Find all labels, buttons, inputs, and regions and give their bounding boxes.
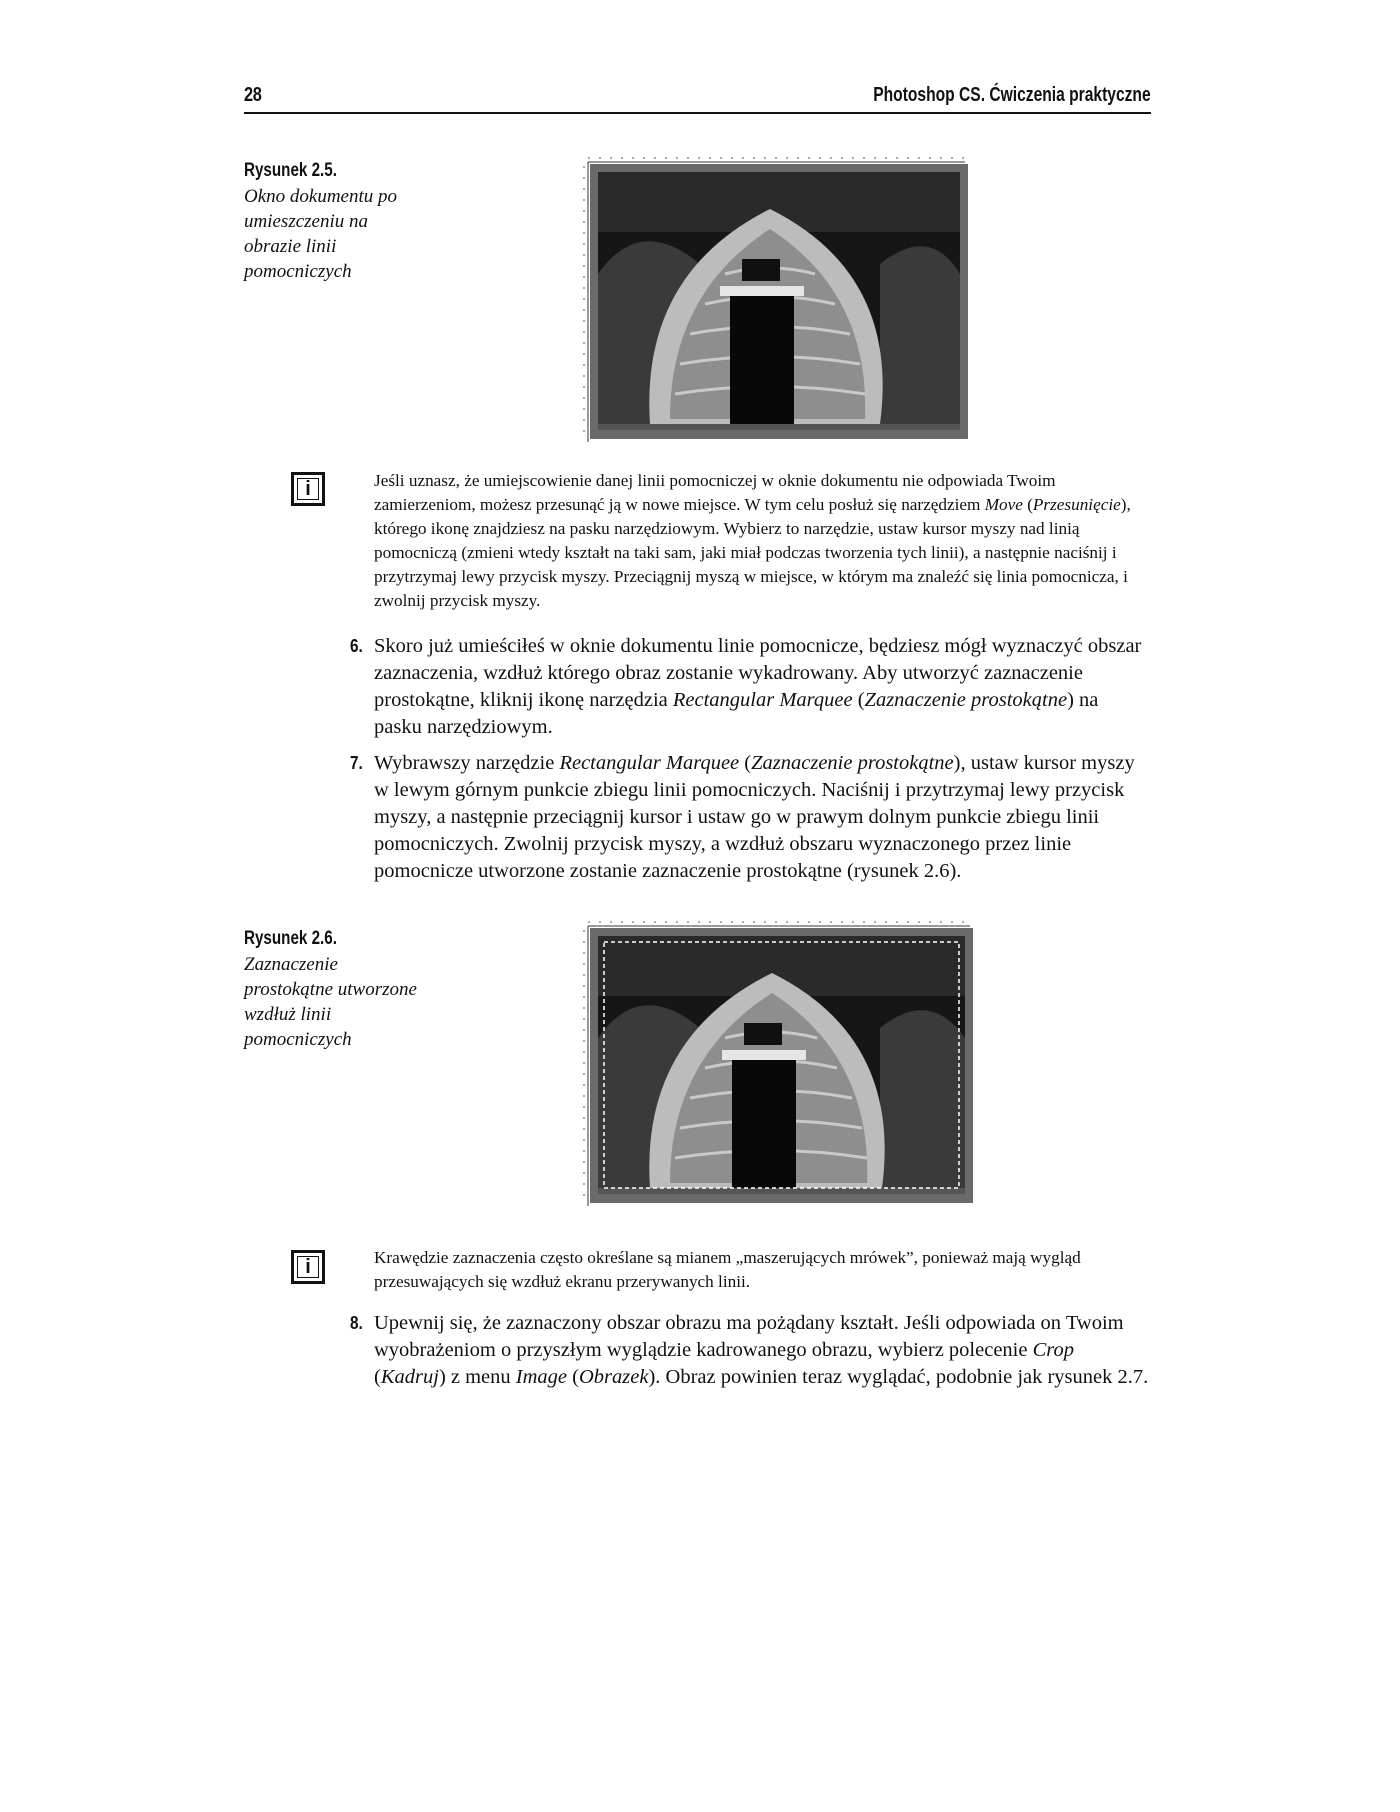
step-number: 7.	[350, 753, 363, 773]
running-header	[244, 84, 1151, 114]
book-title: Photoshop CS. Ćwiczenia praktyczne	[873, 84, 1151, 106]
figure-2-5-image	[580, 154, 970, 444]
stone-hut-photo-selection	[580, 918, 975, 1208]
figure-label: Rysunek 2.6.	[244, 928, 337, 949]
info-icon: i	[291, 1250, 325, 1284]
note-text: Krawędzie zaznaczenia często określane są mianem „maszerujących mrówek”, ponieważ mają wygląd przesuwających się wzdłuż ekranu przerywanych linii.	[374, 1248, 1081, 1291]
step-6	[350, 633, 1150, 741]
figure-label: Rysunek 2.5.	[244, 160, 337, 181]
step-8	[350, 1310, 1150, 1391]
note-marching-ants	[374, 1246, 1154, 1294]
note-guides-move	[374, 469, 1154, 613]
figure-caption-text: Okno dokumentu po umieszczeniu na obrazie linii pomocniczych	[244, 186, 398, 282]
step-text: Wybrawszy narzędzie Rectangular Marquee (Zaznaczenie prostokątne), ustaw kursor myszy w lewym górnym punkcie zbiegu linii pomocniczych. Naciśnij i przytrzymaj lewy przycisk myszy, a następnie przeciągnij kursor i ustaw go w prawym dolnym punkcie zbiegu linii pomocniczych. Zwolnij przycisk myszy, a wzdłuż obszaru wyznaczonego przez linie pomocnicze utworzone zostanie zaznaczenie prostokątne (rysunek 2.6).	[374, 752, 1135, 882]
figure-caption-text: Zaznaczenie prostokątne utworzone wzdłuż linii pomocniczych	[244, 954, 417, 1050]
info-icon: i	[291, 472, 325, 506]
figure-caption-2-5	[244, 160, 424, 284]
step-number: 8.	[350, 1313, 363, 1333]
note-text: Jeśli uznasz, że umiejscowienie danej linii pomocniczej w oknie dokumentu nie odpowiada Twoim zamierzeniom, możesz przesunąć ją w nowe miejsce. W tym celu posłuż się narzędziem Move (Przesunięcie), którego ikonę znajdziesz na pasku narzędziowym. Wybierz to narzędzie, ustaw kursor myszy nad linią pomocniczą (zmieni wtedy kształt na taki sam, jaki miał podczas tworzenia tych linii), a następnie naciśnij i przytrzymaj lewy przycisk myszy. Przeciągnij myszą w miejsce, w którym ma znaleźć się linia pomocnicza, i zwolnij przycisk myszy.	[374, 471, 1131, 610]
stone-hut-photo-guides	[580, 154, 970, 444]
figure-caption-2-6	[244, 928, 424, 1052]
step-text: Upewnij się, że zaznaczony obszar obrazu ma pożądany kształt. Jeśli odpowiada on Twoim wyobrażeniom o przyszłym wyglądzie kadrowanego obrazu, wybierz polecenie Crop (Kadruj) z menu Image (Obrazek). Obraz powinien teraz wyglądać, podobnie jak rysunek 2.7.	[374, 1312, 1149, 1388]
step-7	[350, 750, 1150, 885]
page-number: 28	[244, 84, 262, 106]
step-number: 6.	[350, 636, 363, 656]
figure-2-6-image	[580, 918, 975, 1208]
step-text: Skoro już umieściłeś w oknie dokumentu linie pomocnicze, będziesz mógł wyznaczyć obszar zaznaczenia, wzdłuż którego obraz zostanie wykadrowany. Aby utworzyć zaznaczenie prostokątne, kliknij ikonę narzędzia Rectangular Marquee (Zaznaczenie prostokątne) na pasku narzędziowym.	[374, 635, 1142, 738]
